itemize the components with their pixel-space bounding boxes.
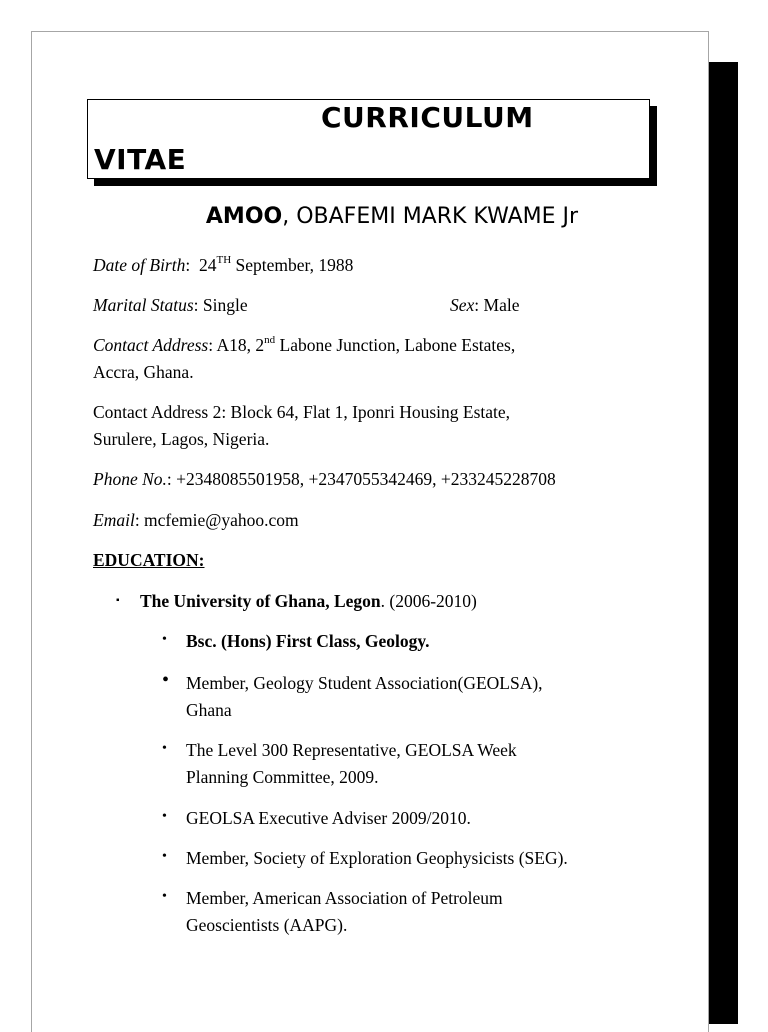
list-item: Member, Geology Student Association(GEOLSA), xyxy=(186,673,543,693)
email-label: Email xyxy=(93,510,135,530)
address-label: Contact Address xyxy=(93,335,209,355)
institution-name: The University of Ghana, Legon xyxy=(140,591,381,611)
phone-numbers xyxy=(93,466,556,493)
bullet-icon: • xyxy=(162,632,167,647)
marital-label: Marital Status xyxy=(93,295,194,315)
sex xyxy=(450,292,520,319)
dob-label: Date of Birth xyxy=(93,255,186,275)
bullet-icon: • xyxy=(162,849,167,864)
phone-label: Phone No. xyxy=(93,469,167,489)
bullet-icon: • xyxy=(162,741,167,756)
dob-day: 24 xyxy=(198,255,217,275)
list-item: GEOLSA Executive Adviser 2009/2010. xyxy=(186,808,471,828)
sex-label: Sex xyxy=(450,295,475,315)
list-item-continuation: Planning Committee, 2009. xyxy=(186,767,379,787)
email xyxy=(93,507,299,534)
given-names: , OBAFEMI MARK KWAME Jr xyxy=(282,204,579,229)
date-of-birth xyxy=(93,252,353,279)
bullet-icon: • xyxy=(162,889,167,904)
sex-value: : Male xyxy=(474,295,520,315)
title-line-1: CURRICULUM xyxy=(321,101,534,134)
square-bullet-icon: ▪ xyxy=(116,595,120,606)
address-suffix: nd xyxy=(264,334,276,347)
surname: AMOO xyxy=(205,204,283,229)
dob-day-suffix: TH xyxy=(216,254,232,267)
education-heading: EDUCATION: xyxy=(93,550,205,570)
contact-address-line-2: Accra, Ghana. xyxy=(93,362,194,382)
list-item: Bsc. (Hons) First Class, Geology. xyxy=(186,631,430,651)
institution-years: . (2006-2010) xyxy=(380,591,477,611)
bullet-icon: • xyxy=(162,669,170,691)
phone-value: : +2348085501958, +2347055342469, +233245228708 xyxy=(166,469,556,489)
title-box xyxy=(87,99,650,179)
list-item: Member, Society of Exploration Geophysicists (SEG). xyxy=(186,848,568,868)
email-value: : mcfemie@yahoo.com xyxy=(134,510,299,530)
list-item: The Level 300 Representative, GEOLSA Week xyxy=(186,740,517,760)
contact-address-2-line-1: Contact Address 2: Block 64, Flat 1, Iponri Housing Estate, xyxy=(93,402,511,422)
marital-status xyxy=(93,292,248,319)
bullet-icon: • xyxy=(162,809,167,824)
full-name xyxy=(0,204,768,229)
list-item-continuation: Geoscientists (AAPG). xyxy=(186,915,348,935)
marital-value: : Single xyxy=(193,295,248,315)
dob-rest: September, 1988 xyxy=(231,255,354,275)
contact-address xyxy=(93,332,515,359)
list-item-continuation: Ghana xyxy=(186,700,232,720)
dob-separator: : xyxy=(185,255,199,275)
list-item: Member, American Association of Petroleum xyxy=(186,888,503,908)
institution xyxy=(140,588,477,615)
address-part-2: Labone Junction, Labone Estates, xyxy=(275,335,516,355)
address-part-1: : A18, 2 xyxy=(208,335,265,355)
title-line-2: VITAE xyxy=(94,143,187,176)
contact-address-2-line-2: Surulere, Lagos, Nigeria. xyxy=(93,429,270,449)
